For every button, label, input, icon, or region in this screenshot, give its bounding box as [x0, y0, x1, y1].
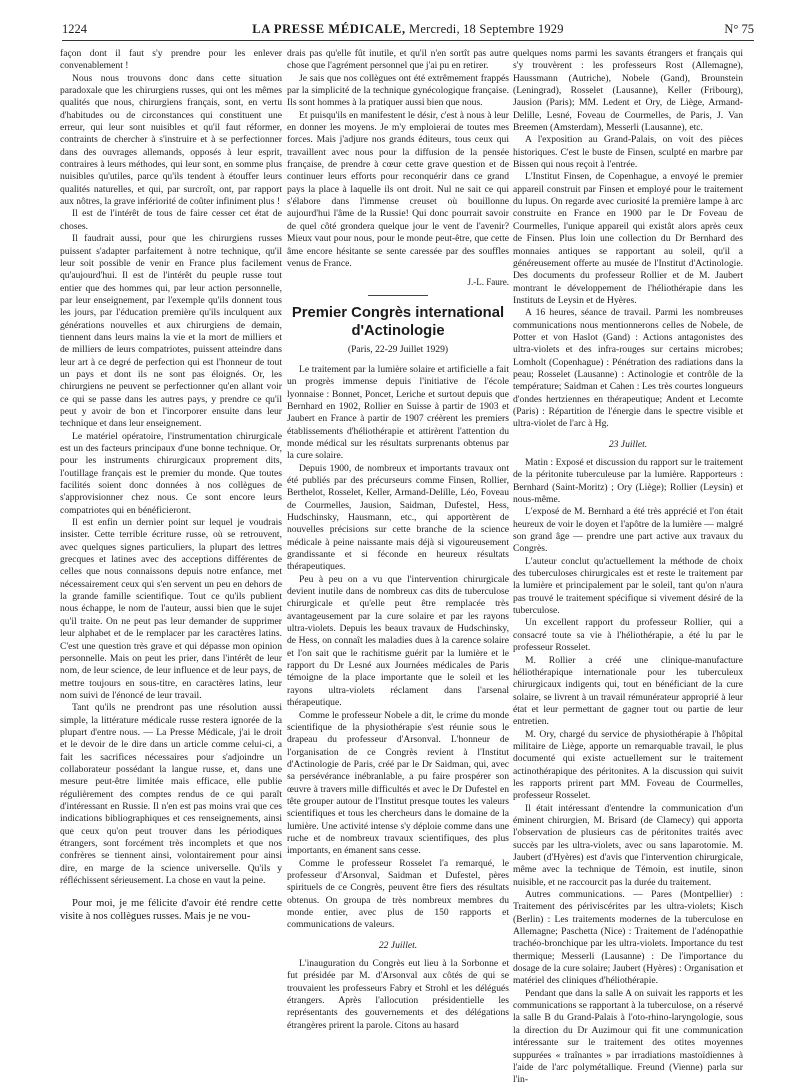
- paragraph: A l'exposition au Grand-Palais, on voit des pièces historiques. C'est le buste de Finsen, sculpté en marbre par Bissen qui nous reçoit à l'entrée.: [513, 134, 743, 171]
- paragraph: Comme le professeur Rosselet l'a remarqué, le professeur d'Arsonval, Saidman et Dufestel, pères spirituels de ce Congrès, peuvent être fiers des résultats obtenus. On groupa de très nombreux membres du monde entier, avec plus de 150 rapports et communications de valeurs.: [287, 857, 509, 931]
- paragraph: M. Rollier a créé une clinique-manufacture héliothérapique internationale pour les tuberculeux chirurgicaux indigents qui, tout en bénéficiant de la cure solaire, se livrent à un travail rémunérateur approprié à leur état et leur permettant de gagner tout ou partie de leur entretien.: [513, 654, 743, 728]
- paragraph: Je sais que nos collègues ont été extrêmement frappés par la simplicité de la technique gynécologique française. Ils sont hommes à la pratiquer aussi bien que nous.: [287, 72, 509, 109]
- page-header: [62, 22, 754, 42]
- article-separator: [368, 295, 428, 296]
- column-1: [60, 48, 282, 1070]
- paragraph: L'inauguration du Congrès eut lieu à la Sorbonne et fut présidée par M. d'Arsonval aux côtés de qui se trouvaient les professeurs Fabry et Strohl et les délégués étrangers. Après l'allocution présidentielle les représentants des gouvernements et des délégations étrangères prirent la parole. Citons au hasard: [287, 958, 509, 1031]
- issue-number: N° 75: [724, 22, 754, 36]
- paragraph: L'Institut Finsen, de Copenhague, a envoyé le premier appareil construit par Finsen et employé pour le traitement du lupus. On regarde avec curiosité la première lampe à arc construite en France en 1900 par le Dr Foveau de Courmelles, l'unique appareil qui existât alors après ceux de Finsen. Plus loin une collection du Dr Bernhard des monnaies antiques se rapportant au soleil, qu'il a généreusement offerte au musée de l'Institut d'Actinologie. Des documents du professeur Rollier et de M. Jaubert montrant le développement de l'héliothérapie dans les Instituts de Leysin et de Hyères.: [513, 171, 743, 306]
- paragraph: A 16 heures, séance de travail. Parmi les nombreuses communications nous mentionnerons celles de Nobele, de Potter et von Haslot (Gand) : Actions antagonistes des ultra-violets et des infra-rouges sur certains microbes; Lomholt (Copenhague) : Pénétration des radiations dans la peau; Rosselet (Lausanne) : Actinologie et contrôle de la température; Saidman et Cahen : Les très courtes longueurs d'ondes hertziennes en thérapeutique; Andent et Lecomte (Paris) : Répartition de l'énergie dans le spectre visible et ultra-violet de l'arc à Hg.: [513, 307, 743, 430]
- header-rule: [62, 40, 754, 41]
- issue-date: Mercredi, 18 Septembre 1929: [409, 22, 564, 36]
- paragraph: L'exposé de M. Bernhard a été très apprécié et l'on était heureux de voir le doyen et l'apôtre de la lumière — malgré son grand âge — prendre une part active aux travaux du Congrès.: [513, 506, 743, 555]
- paragraph: Le traitement par la lumière solaire et artificielle a fait un progrès immense depuis l'initiative de l'école lyonnaise : Bonnet, Poncet, Leriche et surtout depuis que Bernhard en 1902, Rollier en Suisse à partir de 1903 et Jaubert en France à partir de 1907 créèrent les premiers établissements d'héliothérapie et attirèrent l'attention du monde médical sur les résultats surprenants obtenus par la cure solaire.: [287, 363, 509, 462]
- column-2: [287, 48, 509, 1070]
- closing-paragraph: Pour moi, je me félicite d'avoir été rendre cette visite à nos collègues russes. Mais je ne vou-: [60, 898, 282, 923]
- paragraph: Peu à peu on a vu que l'intervention chirurgicale devient inutile dans de nombreux cas dits de tuberculose chirurgicale et qu'elle peut être remplacée très avantageusement par la cure solaire et par les rayons ultra-violets. Depuis les beaux travaux de Hudschinsky, de Hess, on connaît les maladies dues à la carence solaire et l'on sait que le rachitisme guérit par la lumière et le rapport du Dr Lesné aux Journées médicales de Paris témoigne de la place importante que le soleil et les rayons ultra-violets réclament dans l'arsenal thérapeutique.: [287, 573, 509, 709]
- paragraph: Pendant que dans la salle A on suivait les rapports et les communications se rapportant à la tuberculose, on a réservé la salle B du Grand-Palais à l'oto-rhino-laryngologie, sous la direction du Dr Auzimour qui fit une communication intéressante sur le traitement des otites moyennes suppurées « traînantes » par irradiations mastoïdiennes à l'aide de l'arc polymétallique. Freund (Vienne) parla sur l'in-: [513, 987, 743, 1086]
- column-3: [513, 48, 743, 1086]
- section-date: 22 Juillet.: [378, 939, 418, 951]
- section-date: 23 Juillet.: [608, 438, 648, 450]
- article-subtitle: (Paris, 22-29 Juillet 1929): [347, 343, 449, 355]
- paragraph: Depuis 1900, de nombreux et importants travaux ont été publiés par des précurseurs comme Finsen, Rollier, Berthelot, Rosselet, Keller, Armand-Delille, Léo, Foveau de Courmelles, Jausion, Saidman, Dufestel, Hess, Hudschinsky, Hausmann, etc., qui apportèrent de nouvelles précisions sur cette branche de la science médicale à peine naissante mais déjà si vigoureusement grandissante et si féconde en heureux résultats thérapeutiques.: [287, 462, 509, 573]
- journal-title: [62, 22, 754, 37]
- journal-name: LA PRESSE MÉDICALE,: [252, 22, 406, 36]
- paragraph: drais pas qu'elle fût inutile, et qu'il n'en sortît pas autre chose que l'agrément personnel que j'ai pu en retirer.: [287, 48, 509, 72]
- page-number: 1224: [62, 22, 87, 36]
- paragraph: Il était intéressant d'entendre la communication d'un éminent chirurgien, M. Brisard (de Clamecy) qui apporta l'observation de plusieurs cas de péritonites traités avec succès par les ultra-violets, avec ou sans laparotomie. M. Jaubert (d'Hyères) est d'avis que l'intervention chirurgicale, même avec la technique de Témoin, est inutile, sinon nuisible, et ne raccourcit pas la durée du traitement.: [513, 802, 743, 888]
- paragraph: Le matériel opératoire, l'instrumentation chirurgicale est un des facteurs principaux d'une bonne technique. Or, pour les instruments chirurgicaux proprement dits, l'outillage français est le premier du monde. Que toutes facilités soient donc données à nos collègues de s'approvisionner chez nous. Ce sont encore leurs compatriotes qui en bénéficieront.: [60, 430, 282, 516]
- paragraph: Nous nous trouvons donc dans cette situation paradoxale que les chirurgiens russes, qui ont les mêmes qualités que nous, chirurgiens français, sont, en vertu d'habitudes ou de circonstances qui constituent une erreur, qui leur sont nuisibles et qu'il faut réformer, contraints de chercher à s'instruire et à se perfectionner dans des ouvrages allemands, opposés à leur esprit, contraires à leurs méthodes, qui leur sont, en somme plus nuisibles qu'utiles, parce qu'ils tendent à étouffer leurs qualités naturelles, et qui, par surcroît, ont, par rapport aux nôtres, la grave infériorité de coûter infiniment plus !: [60, 72, 282, 208]
- paragraph: Et puisqu'ils en manifestent le désir, c'est à nous à leur en donner les moyens. Je m'y emploierai de toutes mes forces. Mais j'adjure nos grands éditeurs, tous ceux qui travaillent avec nous pour la diffusion de la pensée française, de prendre à cœur cette grave question et de continuer leurs efforts pour reconquérir dans ce grand pays la place à laquelle ils ont droit. Nul ne sait ce qui s'élabore dans l'immense creuset où bouillonne aujourd'hui l'âme de la Russie! Qui donc pourrait savoir de quel côté grondera quelque jour le vent de l'avenir? Mieux vaut pour nous, pour le monde peut-être, que cette âme encore hésitante se sente caressée par des souffles venus de France.: [287, 109, 509, 269]
- paragraph: Matin : Exposé et discussion du rapport sur le traitement de la péritonite tuberculeuse par la lumière. Rapporteurs : Bernhard (Saint-Moritz) ; Ory (Liège); Rollier (Leysin) et nous-même.: [513, 457, 743, 506]
- paragraph: quelques noms parmi les savants étrangers et français qui s'y trouvèrent : les professeurs Rost (Allemagne), Haussmann (Autriche), Nobele (Gand), Brounstein (Leningrad), Rosselet (Lausanne), Keller (Fribourg), Jausion (Paris); MM. Ledent et Ory, de Liège, Armand-Delille, Lesné, Foveau de Courmelles, de Paris, J. Van Breemen (Amsterdam), Messerli (Lausanne), etc.: [513, 48, 743, 134]
- paragraph: Il est enfin un dernier point sur lequel je voudrais insister. Cette terrible écriture russe, où se retrouvent, avec quelques signes particuliers, la plupart des lettres grecques et latines avec des acceptions différentes de celles que nous connaissons depuis notre enfance, met nécessairement ceux qui s'en servent un peu en dehors de la grande famille scientifique. Tout ce qu'ils publient nous échappe, le nom de l'auteur, aussi bien que le sujet qu'il traite. On ne peut pas leur demander de supprimer leur alphabet et de le remplacer par les caractères latins. C'est une question très grave et qui dépasse mon opinion personnelle. Mais on peut les prier, dans l'intérêt de leur nom, de leur science, de leur influence et de leur pays, de mettre toujours en sous-titre, en caractères latins, leur nom suivi de l'énoncé de leur travail.: [60, 517, 282, 701]
- paragraph: Un excellent rapport du professeur Rollier, qui a consacré toute sa vie à l'héliothérapie, a été lu par le professeur Rosselet.: [513, 617, 743, 654]
- paragraph: façon dont il faut s'y prendre pour les enlever convenablement !: [60, 48, 282, 72]
- paragraph: M. Ory, chargé du service de physiothérapie à l'hôpital militaire de Liège, apporte un remarquable travail, le plus documenté qui existe actuellement sur le traitement actinothérapique des péritonites. A la discussion qui suivit les rapports prirent part MM. Foveau de Courmelles, professeur Rosselet.: [513, 728, 743, 802]
- paragraph: Comme le professeur Nobele a dit, le crime du monde scientifique de la physiothérapie s'est réunie sous le drapeau du professeur d'Arsonval. L'honneur de l'organisation de ce Congrès revient à l'Institut d'Actinologie de Paris, créé par le Dr Saidman, qui, avec sa persévérance inébranlable, a pu faire prospérer son œuvre à travers mille difficultés et avec le Dr Dufestel en tête grouper autour de l'Institut presque toutes les valeurs scientifiques et tous les chercheurs dans le domaine de la lumière. Une activité intense s'y déploie comme dans une ruche et de nombreux travaux scientifiques, des plus importants, en émanent sans cesse.: [287, 709, 509, 857]
- paragraph: Autres communications. — Pares (Montpellier) : Traitement des périviscérites par les ultra-violets; Kisch (Berlin) : Les traitements modernes de la tuberculose en Allemagne; Paschetta (Nice) : Traitement de l'adénopathie trachéo-bronchique par les ultra-violets. Importance du test thermique; Messerli (Lausanne) : De l'importance du dosage de la cure solaire; Jaubert (Hyères) : Organisation et matériel des cliniques d'héliothérapie.: [513, 889, 743, 987]
- paragraph: Il est de l'intérêt de tous de faire cesser cet état de choses.: [60, 208, 282, 232]
- paragraph: L'auteur conclut qu'actuellement la méthode de choix des tuberculoses chirurgicales est et reste le traitement par la lumière et principalement par le soleil, tant qu'on n'aura pas trouvé le traitement spécifique si vivement désiré de la tuberculose.: [513, 555, 743, 617]
- article-title: Premier Congrès international d'Actinologie: [291, 304, 505, 339]
- paragraph: Tant qu'ils ne prendront pas une résolution aussi simple, la littérature médicale russe restera ignorée de la plupart d'entre nous. — La Presse Médicale, j'ai le droit et le devoir de le dire dans un article comme celui-ci, a fait les sacrifices nécessaires pour s'adjoindre un collaborateur possédant la langue russe, et, dans une mesure peut-être limitée mais efficace, elle publie régulièrement des comptes rendus de ce qui paraît d'intéressant en Russie. Il n'en est pas moins vrai que ces indications bibliographiques et ces renseignements, ainsi que ceux qu'on peut trouver dans les périodiques étrangers, sont forcément très incomplets et que nos confrères se tiennent ainsi, volontairement pour ainsi dire, en marge de la science universelle. Qu'ils y réfléchissent sérieusement. La chose en vaut la peine.: [60, 702, 282, 887]
- paragraph: Il faudrait aussi, pour que les chirurgiens russes puissent s'adapter parfaitement à notre technique, qu'il leur soit possible de venir en France plus facilement qu'aujourd'hui. Il est de l'intérêt du peuple russe tout entier que des hommes qui, par leur action personnelle, par leur enseignement, par l'exemple qu'ils donnent tous les jours, par l'éducation première qu'ils inculquent aux générations nouvelles et aux chirurgiens de demain, tiennent dans leurs mains la vie et la mort de milliers et de milliers de leurs compatriotes, puissent atteindre dans leur art à ce degré de perfection qui est l'honneur de tout un pays et dont ils ne sont pas éloignés. Or, les chirurgiens ne peuvent se perfectionner qu'en allant voir ce qui se passe dans les autres pays, y prendre ce qu'il peut y avoir de bon et l'incorporer ensuite dans leur technique et dans leur enseignement.: [60, 233, 282, 430]
- author-signature: J.-L. Faure.: [467, 277, 509, 288]
